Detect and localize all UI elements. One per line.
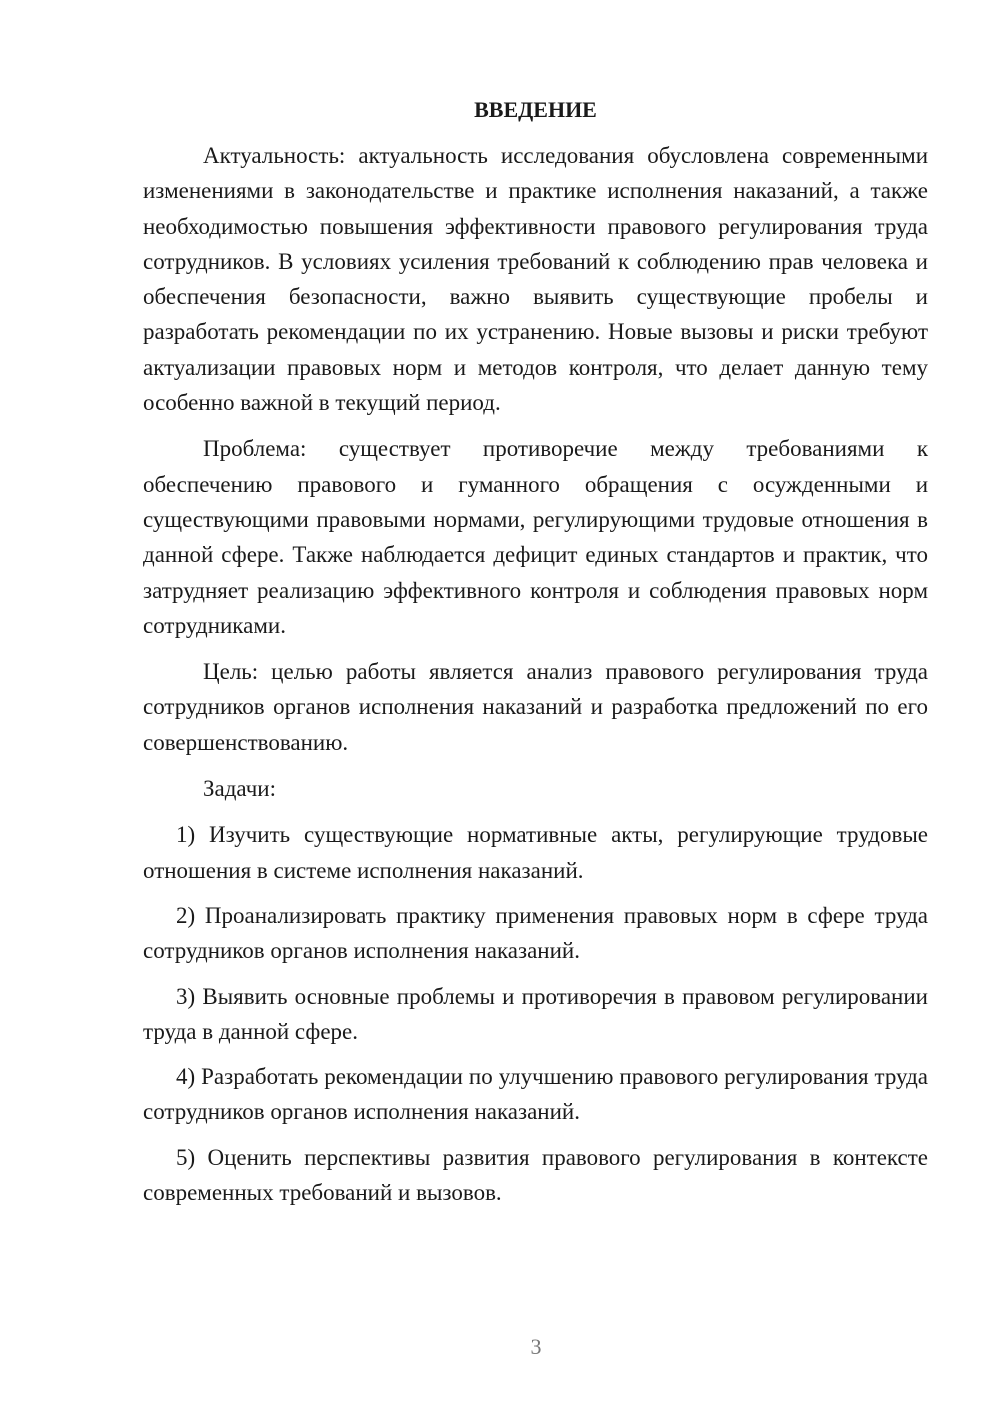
relevance-paragraph: Актуальность: актуальность исследования обусловлена современными изменениями в законодательстве и практике исполнения наказаний, а также необходимостью повышения эффективности правового регулирования труда сотрудников. В условиях усиления требований к соблюдению прав человека и обеспечения безопасности, важно выявить существующие пробелы и разработать рекомендации по их устранению. Новые вызовы и риски требуют актуализации правовых норм и методов контроля, что делает данную тему особенно важной в текущий период. (143, 143, 928, 416)
task-item-3: 3) Выявить основные проблемы и противоречия в правовом регулировании труда в данной сфере. (143, 983, 928, 1044)
section-heading: ВВЕДЕНИЕ (474, 97, 597, 122)
goal-paragraph: Цель: целью работы является анализ правового регулирования труда сотрудников органов исполнения наказаний и разработка предложений по его совершенствованию. (143, 659, 928, 755)
task-item-2: 2) Проанализировать практику применения правовых норм в сфере труда сотрудников органов исполнения наказаний. (143, 902, 928, 964)
page-number: 3 (530, 1334, 542, 1359)
problem-paragraph: Проблема: существует противоречие между требованиями к обеспечению правового и гуманного обращения с осужденными и существующими правовыми нормами, регулирующими трудовые отношения в данной сфере. Также наблюдается дефицит единых стандартов и практик, что затрудняет реализацию эффективного контроля и соблюдения правовых норм сотрудниками. (143, 436, 928, 638)
task-item-1: 1) Изучить существующие нормативные акты, регулирующие трудовые отношения в системе исполнения наказаний. (143, 822, 928, 883)
tasks-label: Задачи: (203, 776, 276, 802)
page-content (143, 94, 928, 1220)
task-item-5: 5) Оценить перспективы развития правового регулирования в контексте современных требований и вызовов. (143, 1144, 928, 1206)
task-item-4: 4) Разработать рекомендации по улучшению правового регулирования труда сотрудников органов исполнения наказаний. (143, 1064, 928, 1125)
